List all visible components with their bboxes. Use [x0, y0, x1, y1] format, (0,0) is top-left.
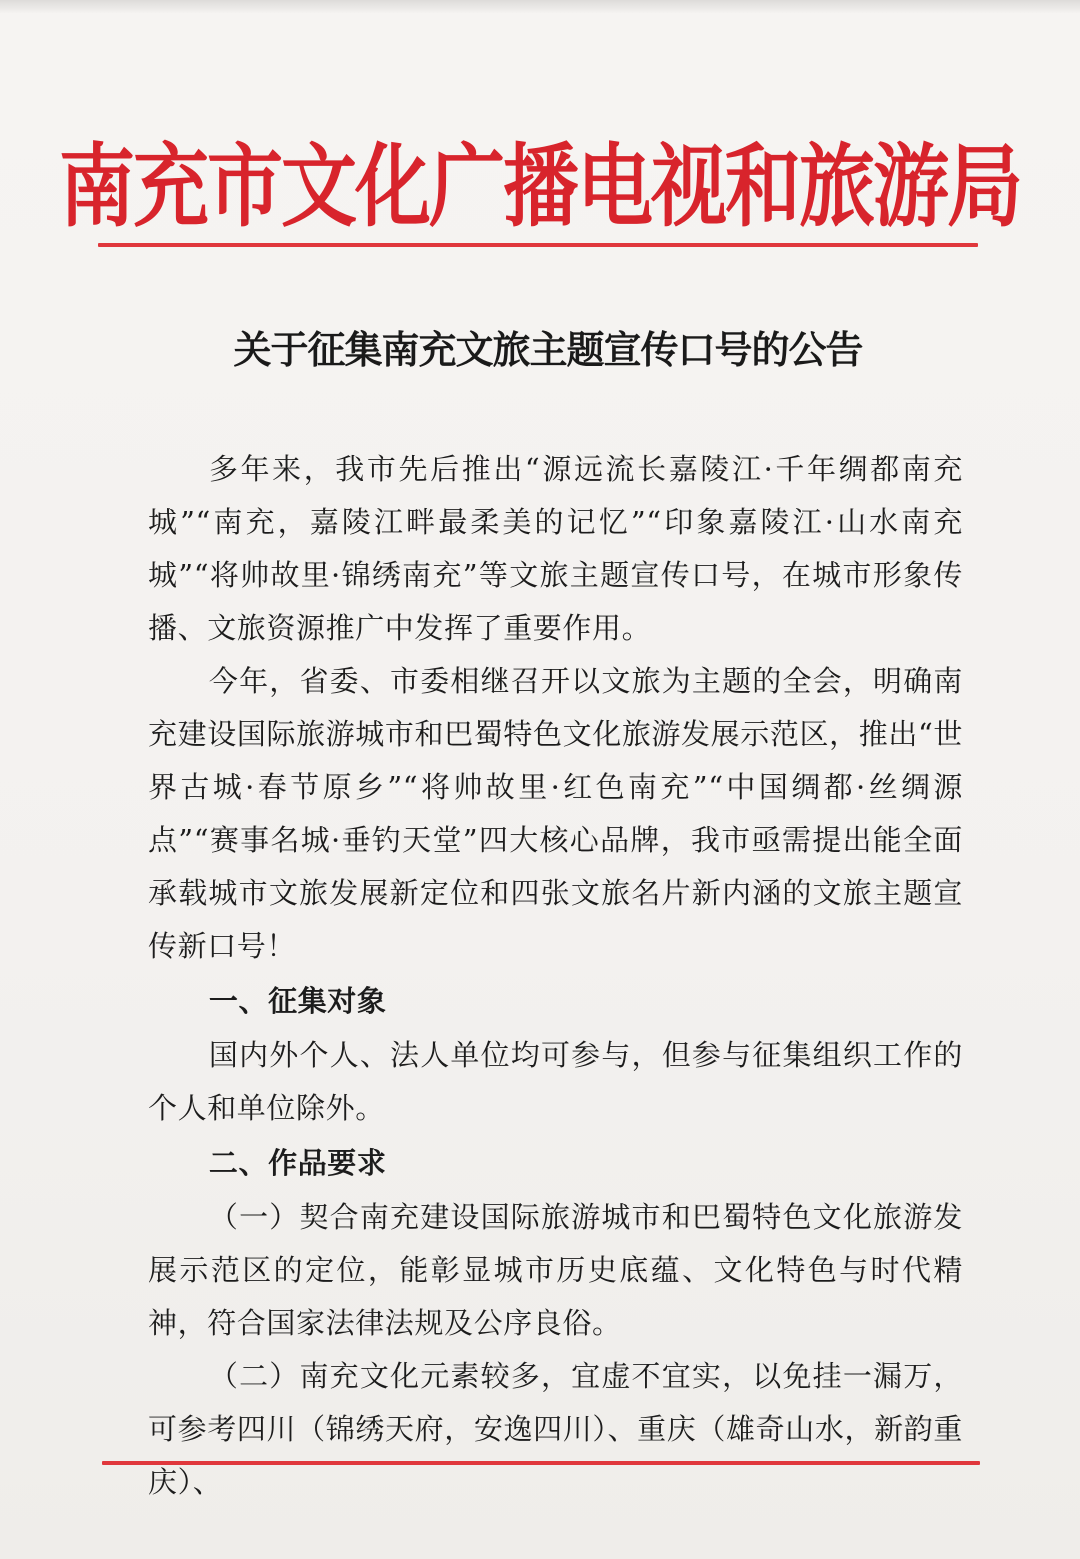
paragraph-intro: 多年来，我市先后推出“源远流长嘉陵江·千年绸都南充城”“南充，嘉陵江畔最柔美的记忆”“印象嘉陵江·山水南充城”“将帅故里·锦绣南充”等文旅主题宣传口号，在城市形象传播、文旅资源推广中发挥了重要作用。 — [148, 452, 963, 645]
section-heading-requirements: 二、作品要求 — [208, 1146, 387, 1180]
paragraph-requirement-1: （一）契合南充建设国际旅游城市和巴蜀特色文化旅游发展示范区的定位，能彰显城市历史底蕴、文化特色与时代精神，符合国家法律法规及公序良俗。 — [148, 1200, 963, 1340]
paragraph-background: 今年，省委、市委相继召开以文旅为主题的全会，明确南充建设国际旅游城市和巴蜀特色文化旅游发展示范区，推出“世界古城·春节原乡”“将帅故里·红色南充”“中国绸都·丝绸源点”“赛事名城·垂钓天堂”四大核心品牌，我市亟需提出能全面承载城市文旅发展新定位和四张文旅名片新内涵的文旅主题宣传新口号！ — [148, 664, 963, 963]
document-title: 关于征集南充文旅主题宣传口号的公告 — [233, 327, 863, 372]
paragraph-requirement-2: （二）南充文化元素较多，宜虚不宜实，以免挂一漏万，可参考四川（锦绣天府，安逸四川）、重庆（雄奇山水，新韵重庆）、 — [148, 1359, 963, 1499]
paragraph-participants: 国内外个人、法人单位均可参与，但参与征集组织工作的个人和单位除外。 — [148, 1038, 963, 1125]
page-shadow — [0, 0, 1080, 14]
letterhead: 南充市文化广播电视和旅游局 — [59, 133, 1021, 239]
footer-red-rule — [102, 1461, 980, 1465]
document-body — [148, 443, 963, 1509]
letterhead-red-rule — [98, 243, 978, 247]
section-heading-participants: 一、征集对象 — [208, 984, 387, 1018]
